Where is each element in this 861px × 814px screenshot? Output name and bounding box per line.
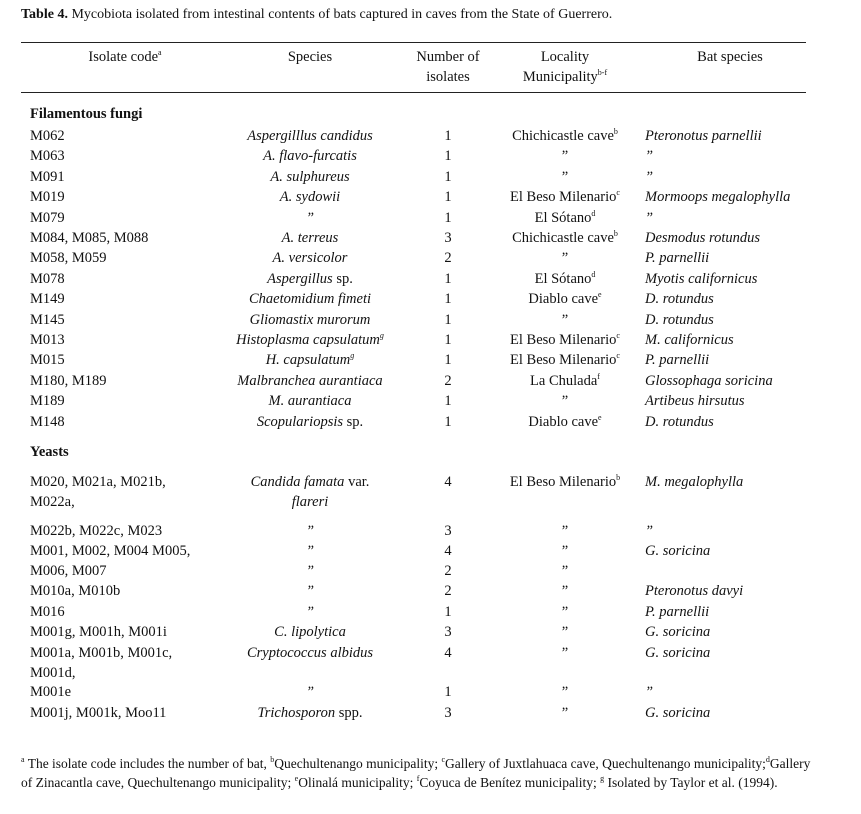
locality-name: ” xyxy=(561,523,569,539)
species-name: Histoplasma capsulatum xyxy=(236,332,380,348)
section-title: Yeasts xyxy=(30,444,69,460)
species-cell xyxy=(210,350,410,370)
species-name: A. flavo-furcatis xyxy=(263,148,357,164)
locality-name: ” xyxy=(561,645,569,661)
species-name: ” xyxy=(305,210,315,226)
header-isolate-code: Isolate code$^a$ xyxy=(88,48,162,65)
locality-name: Chichicastle cave xyxy=(512,128,614,144)
species-cell xyxy=(210,541,410,561)
number-cell: 3 xyxy=(444,230,452,246)
number-cell: 1 xyxy=(444,684,452,700)
locality-cell xyxy=(490,208,640,228)
bat-species-cell: Desmodus rotundus xyxy=(645,230,761,246)
locality-name: ” xyxy=(561,250,569,266)
species-cell xyxy=(210,228,410,248)
species-name: Cryptococcus albidus xyxy=(246,645,374,661)
number-cell: 3 xyxy=(444,523,452,539)
bat-species-cell: G. soricina xyxy=(645,645,711,661)
locality-name: Diablo cave xyxy=(528,291,599,307)
isolate-code-cell: M148 xyxy=(30,414,65,430)
locality-name: ” xyxy=(561,148,569,164)
species-cell xyxy=(210,371,410,391)
locality-name: ” xyxy=(561,563,569,579)
bat-species-cell: Glossophaga soricina xyxy=(645,373,773,389)
species-name: Aspergilllus candidus xyxy=(247,128,373,144)
locality-footnote-mark: b xyxy=(613,229,618,238)
locality-footnote-mark: e xyxy=(598,413,602,422)
footnote-text: Isolated by Taylor et al. (1994). xyxy=(604,775,778,790)
locality-footnote-mark: f xyxy=(597,372,600,381)
footnote-text: Gallery of Zinacantla cave, Quechultenango municipality; xyxy=(21,756,811,790)
locality-cell xyxy=(490,350,640,370)
locality-name: El Sótano xyxy=(534,271,592,287)
locality-cell xyxy=(490,412,640,432)
isolate-code-cell: M079 xyxy=(30,210,65,226)
species-name: H. capsulatum xyxy=(265,352,351,368)
bat-species-cell: P. parnellii xyxy=(645,250,710,266)
locality-cell xyxy=(490,330,640,350)
species-cell xyxy=(210,703,410,723)
isolate-code-cell: M001a, M001b, M001c, M001d, xyxy=(30,645,173,682)
isolate-code-cell: M001, M002, M004 M005, xyxy=(30,543,191,559)
bat-species-cell: Artibeus hirsutus xyxy=(645,393,745,409)
species-cell xyxy=(210,622,410,642)
isolate-code-cell: M149 xyxy=(30,291,65,307)
species-cell xyxy=(210,310,410,330)
locality-cell xyxy=(490,310,640,330)
bat-species-cell: ” xyxy=(645,523,654,539)
bat-species-cell: Pteronotus parnellii xyxy=(645,128,762,144)
section-title: Filamentous fungi xyxy=(30,106,143,122)
locality-cell xyxy=(490,248,640,268)
species-name: ” xyxy=(305,563,315,579)
isolate-code-cell: M063 xyxy=(30,148,65,164)
bat-species-cell: ” xyxy=(645,684,654,700)
top-rule xyxy=(21,42,806,43)
footnote-mark: a xyxy=(21,755,25,764)
isolate-code-cell: M078 xyxy=(30,271,65,287)
isolate-code-cell: M022b, M022c, M023 xyxy=(30,523,163,539)
bat-species-cell: Mormoops megalophylla xyxy=(645,189,791,205)
species-suffix: var. xyxy=(344,474,370,490)
footnote-mark: d xyxy=(765,755,770,764)
species-name: ” xyxy=(305,684,315,700)
locality-cell xyxy=(490,521,640,541)
locality-name: ” xyxy=(561,543,569,559)
footnote-text: Quechultenango municipality; xyxy=(274,756,442,771)
species-cell xyxy=(210,561,410,581)
isolate-code-cell: M016 xyxy=(30,604,65,620)
isolate-code-cell: M091 xyxy=(30,169,65,185)
number-cell: 1 xyxy=(444,189,452,205)
locality-cell xyxy=(490,602,640,622)
isolate-code-cell: M001g, M001h, M001i xyxy=(30,624,167,640)
footnote-mark: e xyxy=(294,774,299,783)
number-cell: 3 xyxy=(444,624,452,640)
number-cell: 1 xyxy=(444,271,452,287)
species-name: A. versicolor xyxy=(272,250,348,266)
species-cell xyxy=(210,146,410,166)
header-bat-species: Bat species xyxy=(697,49,763,65)
footnote-mark: c xyxy=(441,755,446,764)
number-cell: 1 xyxy=(444,604,452,620)
locality-name: ” xyxy=(561,583,569,599)
isolate-code-cell: M019 xyxy=(30,189,65,205)
number-cell: 4 xyxy=(444,543,452,559)
species-name: Scopulariopsis xyxy=(256,414,344,430)
locality-cell xyxy=(490,371,640,391)
species-name: Gliomastix murorum xyxy=(249,312,371,328)
species-cell xyxy=(210,412,410,432)
bat-species-cell: ” xyxy=(645,148,654,164)
number-cell: 1 xyxy=(444,393,452,409)
locality-cell xyxy=(490,561,640,581)
bat-species-cell: M. californicus xyxy=(645,332,734,348)
bat-species-cell: Myotis californicus xyxy=(645,271,758,287)
bat-species-cell: G. soricina xyxy=(645,543,711,559)
species-cell xyxy=(210,682,410,702)
bat-species-cell: P. parnellii xyxy=(645,604,710,620)
header-rule xyxy=(21,92,806,93)
table-footnote xyxy=(21,754,811,792)
species-suffix: spp. xyxy=(335,705,363,721)
species-cell xyxy=(210,167,410,187)
species-cell xyxy=(210,126,410,146)
isolate-code-cell: M084, M085, M088 xyxy=(30,230,149,246)
bat-species-cell: M. megalophylla xyxy=(645,474,744,490)
species-name: Candida famata xyxy=(250,474,345,490)
bat-species-cell: D. rotundus xyxy=(645,291,714,307)
bat-species-cell: ” xyxy=(645,169,654,185)
locality-name: ” xyxy=(561,705,569,721)
bat-species-cell: ” xyxy=(645,210,654,226)
isolate-code-cell: M189 xyxy=(30,393,65,409)
isolate-code-cell: M001e xyxy=(30,684,72,700)
number-cell: 1 xyxy=(444,291,452,307)
table-caption: Table 4. Mycobiota isolated from intestinal contents of bats captured in caves from the State of Guerrero. xyxy=(21,7,613,22)
locality-name: El Beso Milenario xyxy=(510,332,617,348)
isolate-code-cell: M013 xyxy=(30,332,65,348)
locality-cell xyxy=(490,269,640,289)
species-name: ” xyxy=(305,543,315,559)
locality-name: El Beso Milenario xyxy=(509,474,617,490)
bat-species-cell: D. rotundus xyxy=(645,312,714,328)
species-name: A. sulphureus xyxy=(270,169,350,185)
number-cell: 1 xyxy=(444,332,452,348)
species-name-cont: flareri xyxy=(291,494,329,511)
bat-species-cell: G. soricina xyxy=(645,624,711,640)
footnote-mark: b xyxy=(270,755,275,764)
locality-name: ” xyxy=(561,624,569,640)
footnote-mark: g xyxy=(600,774,605,783)
species-cell xyxy=(210,187,410,207)
isolate-code-cell: M015 xyxy=(30,352,65,368)
locality-cell xyxy=(490,703,640,723)
number-cell: 1 xyxy=(444,148,452,164)
header-number: Number of isolates xyxy=(416,49,480,85)
species-name: A. terreus xyxy=(281,230,339,246)
isolate-code-cell: M145 xyxy=(30,312,65,328)
bat-species-cell: Pteronotus davyi xyxy=(645,583,744,599)
locality-cell xyxy=(490,622,640,642)
isolate-code-cell: M058, M059 xyxy=(30,250,107,266)
number-cell: 1 xyxy=(444,312,452,328)
species-suffix: sp. xyxy=(343,414,364,430)
number-cell: 1 xyxy=(444,128,452,144)
species-cell xyxy=(210,269,410,289)
bat-species-cell: G. soricina xyxy=(645,705,711,721)
footnote-mark: f xyxy=(416,774,420,783)
species-cell xyxy=(210,391,410,411)
species-cell xyxy=(210,208,410,228)
locality-footnote-mark: d xyxy=(591,209,596,218)
locality-cell xyxy=(490,391,640,411)
species-cell xyxy=(210,289,410,309)
locality-cell xyxy=(490,472,640,492)
number-cell: 2 xyxy=(444,583,452,599)
locality-footnote-mark: b xyxy=(613,127,618,136)
locality-name: ” xyxy=(561,169,569,185)
species-cell xyxy=(210,602,410,622)
species-cell xyxy=(210,581,410,601)
bat-species-cell: P. parnellii xyxy=(645,352,710,368)
locality-cell xyxy=(490,187,640,207)
locality-footnote-mark: e xyxy=(598,290,602,299)
footnote-text: Olinalá municipality; xyxy=(298,775,417,790)
locality-footnote-mark: b xyxy=(616,473,621,482)
locality-cell xyxy=(490,167,640,187)
species-name: Trichosporon xyxy=(257,705,336,721)
locality-cell xyxy=(490,643,640,663)
isolate-code-cell: M062 xyxy=(30,128,65,144)
locality-name: Diablo cave xyxy=(528,414,599,430)
footnote-text: Gallery of Juxtlahuaca cave, Quechultenango municipality; xyxy=(445,756,766,771)
number-cell: 2 xyxy=(444,373,452,389)
species-name: A. sydowii xyxy=(279,189,341,205)
species-cell xyxy=(210,330,410,350)
number-cell: 1 xyxy=(444,414,452,430)
locality-name: El Sótano xyxy=(534,210,592,226)
species-footnote-mark: g xyxy=(379,331,384,340)
number-cell: 2 xyxy=(444,563,452,579)
species-cell xyxy=(210,248,410,268)
locality-cell xyxy=(490,126,640,146)
locality-cell xyxy=(490,146,640,166)
isolate-code-cell: M010a, M010b xyxy=(30,583,121,599)
species-name: C. lipolytica xyxy=(274,624,346,640)
locality-name: ” xyxy=(561,312,569,328)
number-cell: 1 xyxy=(444,352,452,368)
isolate-code-cell: M001j, M001k, Moo11 xyxy=(30,705,167,721)
species-name: ” xyxy=(305,583,315,599)
bat-species-cell: D. rotundus xyxy=(645,414,714,430)
header-species: Species xyxy=(287,49,333,65)
locality-name: La Chulada xyxy=(530,373,598,389)
locality-cell xyxy=(490,228,640,248)
species-name: M. aurantiaca xyxy=(268,393,352,409)
species-cell xyxy=(210,521,410,541)
number-cell: 4 xyxy=(444,474,452,490)
locality-footnote-mark: c xyxy=(616,351,620,360)
isolate-code-cell: M020, M021a, M021b, M022a, xyxy=(30,474,166,511)
locality-name: ” xyxy=(561,604,569,620)
locality-name: ” xyxy=(561,393,569,409)
species-name: ” xyxy=(305,523,315,539)
locality-footnote-mark: c xyxy=(616,331,620,340)
locality-name: El Beso Milenario xyxy=(510,352,617,368)
number-cell: 1 xyxy=(444,169,452,185)
locality-name: Chichicastle cave xyxy=(512,230,614,246)
locality-footnote-mark: c xyxy=(616,188,620,197)
number-cell: 3 xyxy=(444,705,452,721)
species-cell xyxy=(210,643,410,663)
header-locality: Locality Municipality$^{b-f}$ xyxy=(522,49,608,85)
locality-name: ” xyxy=(561,684,569,700)
isolate-code-cell: M180, M189 xyxy=(30,373,107,389)
number-cell: 1 xyxy=(444,210,452,226)
species-name: Malbranchea aurantiaca xyxy=(237,373,383,389)
species-suffix: sp. xyxy=(332,271,353,287)
locality-cell xyxy=(490,541,640,561)
locality-name: El Beso Milenario xyxy=(510,189,617,205)
locality-cell xyxy=(490,289,640,309)
species-name: Aspergillus xyxy=(267,271,333,287)
locality-cell xyxy=(490,581,640,601)
footnote-text: The isolate code includes the number of bat, xyxy=(24,756,271,771)
species-cell xyxy=(210,472,410,513)
species-footnote-mark: g xyxy=(350,351,355,360)
species-name: Chaetomidium fimeti xyxy=(248,291,372,307)
footnote-text: Coyuca de Benítez municipality; xyxy=(419,775,601,790)
locality-footnote-mark: d xyxy=(591,270,596,279)
locality-cell xyxy=(490,682,640,702)
species-name: ” xyxy=(305,604,315,620)
isolate-code-cell: M006, M007 xyxy=(30,563,107,579)
number-cell: 2 xyxy=(444,250,452,266)
number-cell: 4 xyxy=(444,645,452,661)
